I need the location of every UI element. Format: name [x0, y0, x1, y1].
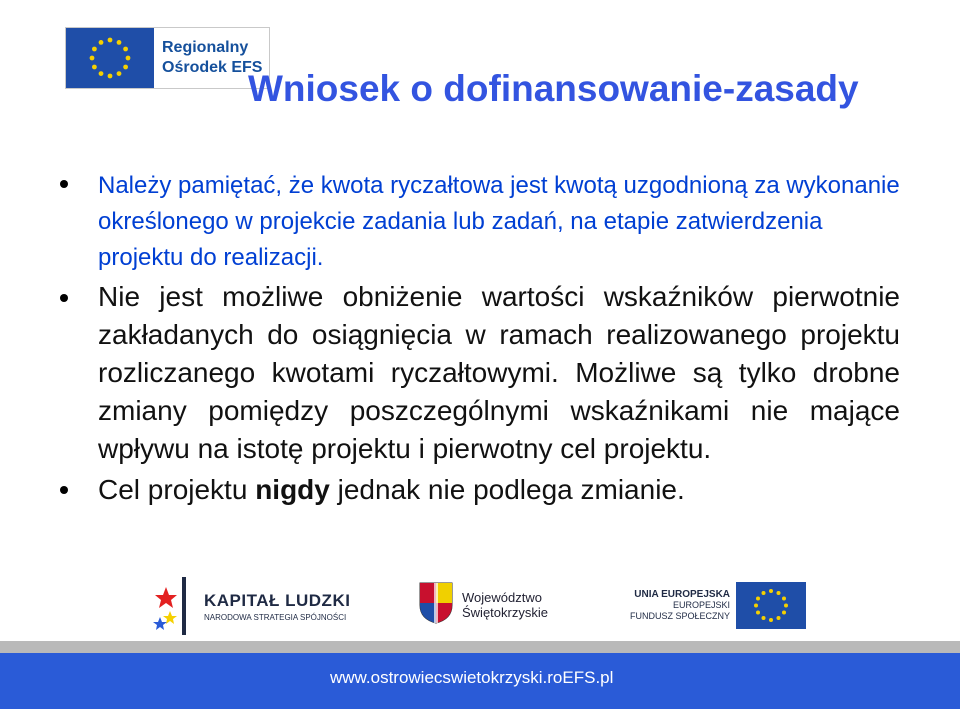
bullet-dot-icon [60, 486, 68, 494]
bullet-text-2: Nie jest możliwe obniżenie wartości wskaźników pierwotnie zakładanych do osiągnięcia w ramach realizowanego projektu rozliczanego kwotami ryczałtowymi. Możliwe są tylko drobne zmiany pomiędzy poszczególnymi wskaźnikami nie mające wpływu na istotę projektu i pierwotny cel projektu. [98, 281, 900, 464]
wojewodztwo-logo [418, 580, 548, 630]
bullet-text-3-post: jednak nie podlega zmianie. [329, 474, 685, 505]
ue-line-1: UNIA EUROPEJSKA [634, 589, 731, 600]
ue-line-2: EUROPEJSKI [673, 600, 731, 610]
ws-line-1: Województwo [462, 590, 542, 605]
kapital-ludzki-icon [152, 577, 196, 635]
bullet-dot-icon [60, 180, 68, 188]
website-link[interactable]: www.ostrowiecswietokrzyski.roEFS.pl [330, 668, 614, 687]
bullet-dot-icon [60, 294, 68, 302]
eu-flag-icon [66, 28, 154, 88]
coat-of-arms-icon [418, 581, 454, 630]
logo-line-1: Regionalny [162, 39, 249, 56]
kl-title: KAPITAŁ LUDZKI [204, 590, 351, 610]
bullet-item-1 [60, 168, 900, 276]
bullet-text-3-strong: nigdy [255, 474, 330, 505]
ue-line-3: FUNDUSZ SPOŁECZNY [630, 611, 731, 621]
bullet-text-3-pre: Cel projektu [98, 474, 256, 505]
page-title: Wniosek o dofinansowanie-zasady [248, 68, 859, 109]
kl-subtitle: NARODOWA STRATEGIA SPÓJNOŚCI [204, 612, 347, 622]
footer-divider [0, 641, 960, 653]
regional-efs-logo [65, 27, 270, 89]
logo-line-2: Ośrodek EFS [162, 59, 263, 76]
bullet-item-2 [60, 278, 900, 468]
bullet-list [60, 168, 900, 510]
bullet-text-1: Należy pamiętać, że kwota ryczałtowa jest kwotą uzgodnioną za wykonanie określonego w projekcie zadania lub zadań, na etapie zatwierdzenia projektu do realizacji. [98, 172, 900, 271]
eu-efs-logo [630, 582, 806, 629]
ws-line-2: Świętokrzyskie [462, 605, 548, 620]
bullet-item-3 [60, 470, 900, 510]
kapital-ludzki-logo [152, 576, 352, 636]
eu-flag-icon [736, 582, 806, 629]
